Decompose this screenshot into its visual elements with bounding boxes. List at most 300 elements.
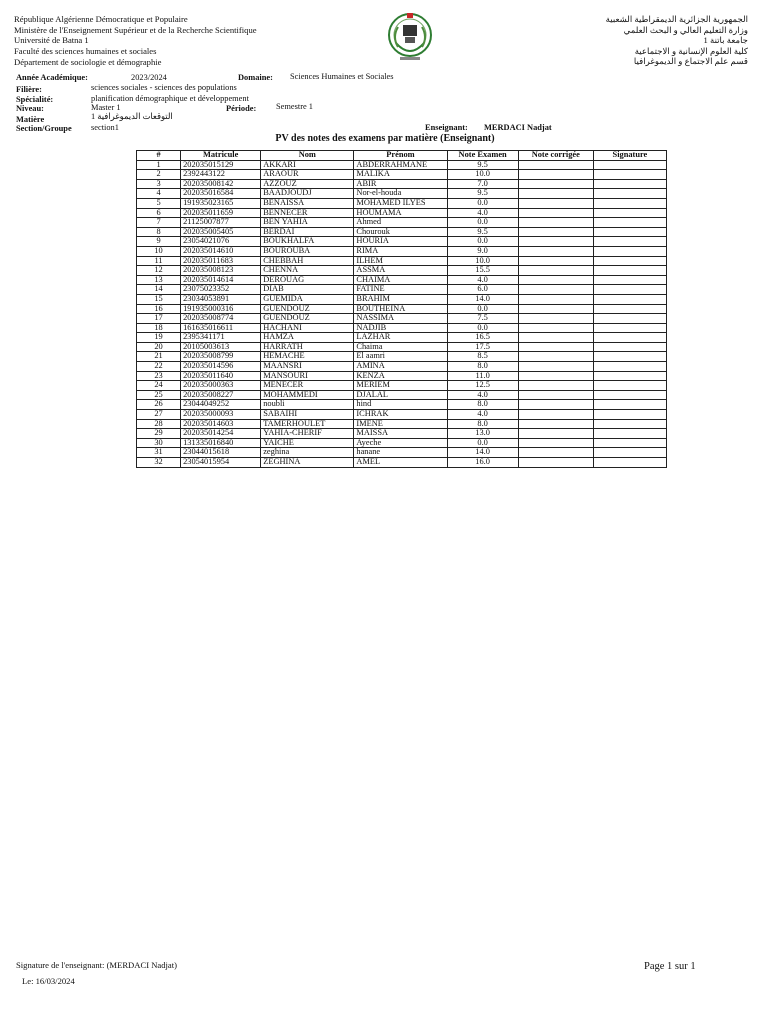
table-cell: AMINA <box>354 362 447 372</box>
table-cell: 23054021076 <box>181 237 261 247</box>
column-header: Signature <box>593 151 666 161</box>
table-cell <box>593 333 666 343</box>
section-value: section1 <box>91 123 119 132</box>
table-cell: 0.0 <box>447 304 518 314</box>
table-cell: HEMACHE <box>261 352 354 362</box>
table-cell: BOUTHEINA <box>354 304 447 314</box>
table-cell: 191935023165 <box>181 198 261 208</box>
table-cell <box>518 256 593 266</box>
table-cell: zeghina <box>261 448 354 458</box>
table-cell: LAZHAR <box>354 333 447 343</box>
table-cell: noubli <box>261 400 354 410</box>
table-cell: 29 <box>137 429 181 439</box>
table-cell: FATINE <box>354 285 447 295</box>
table-cell: 14.0 <box>447 294 518 304</box>
table-cell <box>518 362 593 372</box>
table-cell: ASSMA <box>354 266 447 276</box>
table-cell: 17 <box>137 314 181 324</box>
table-cell <box>593 371 666 381</box>
page-number: Page 1 sur 1 <box>644 961 696 972</box>
table-cell <box>518 237 593 247</box>
table-cell <box>593 285 666 295</box>
table-cell: MAANSRI <box>261 362 354 372</box>
table-cell <box>593 198 666 208</box>
date-label: Le: 16/03/2024 <box>22 976 75 986</box>
table-cell: 30 <box>137 438 181 448</box>
table-cell: 8.0 <box>447 419 518 429</box>
header-line: وزارة التعليم العالي و البحث العلمي <box>623 24 748 35</box>
table-row <box>137 448 667 458</box>
table-cell <box>518 429 593 439</box>
table-cell: TAMERHOULET <box>261 419 354 429</box>
table-cell: HACHANI <box>261 323 354 333</box>
table-cell <box>518 160 593 170</box>
table-cell: 10.0 <box>447 256 518 266</box>
table-row <box>137 371 667 381</box>
header-line: جامعة باتنة 1 <box>703 35 748 46</box>
table-cell: 8.5 <box>447 352 518 362</box>
table-cell: BOUKHALFA <box>261 237 354 247</box>
table-cell <box>593 237 666 247</box>
header-line: Université de Batna 1 <box>14 35 89 46</box>
column-header: Prénom <box>354 151 447 161</box>
university-seal-icon <box>386 7 434 65</box>
table-cell <box>518 304 593 314</box>
table-cell <box>593 227 666 237</box>
table-cell: 9 <box>137 237 181 247</box>
table-cell: 9.5 <box>447 227 518 237</box>
table-cell: BENAISSA <box>261 198 354 208</box>
table-cell: 8.0 <box>447 400 518 410</box>
table-cell: HOUMAMA <box>354 208 447 218</box>
table-cell <box>518 285 593 295</box>
table-cell: MOHAMED ILYES <box>354 198 447 208</box>
table-cell: 9.5 <box>447 160 518 170</box>
enseignant-label: Enseignant: <box>425 123 468 132</box>
table-row <box>137 419 667 429</box>
table-cell: MALIKA <box>354 170 447 180</box>
table-cell <box>518 381 593 391</box>
table-row <box>137 275 667 285</box>
table-cell: Chourouk <box>354 227 447 237</box>
table-row <box>137 237 667 247</box>
table-cell: 191935000316 <box>181 304 261 314</box>
table-cell: HARRATH <box>261 342 354 352</box>
table-cell: MERIEM <box>354 381 447 391</box>
table-cell: 21125007877 <box>181 218 261 228</box>
table-cell: 6.0 <box>447 285 518 295</box>
table-cell: DEROUAG <box>261 275 354 285</box>
table-row <box>137 410 667 420</box>
table-cell <box>518 390 593 400</box>
table-cell: 202035011659 <box>181 208 261 218</box>
table-cell <box>593 160 666 170</box>
enseignant-value: MERDACI Nadjat <box>484 123 552 132</box>
table-row <box>137 390 667 400</box>
table-cell: GUENDOUZ <box>261 304 354 314</box>
table-row <box>137 227 667 237</box>
table-cell: NASSIMA <box>354 314 447 324</box>
table-cell: 1 <box>137 160 181 170</box>
table-cell: IMENE <box>354 419 447 429</box>
column-header: Note Examen <box>447 151 518 161</box>
table-cell: GUEMIDA <box>261 294 354 304</box>
table-row <box>137 323 667 333</box>
table-cell: 202035014610 <box>181 246 261 256</box>
header-line: الجمهورية الجزائرية الديمقراطية الشعبية <box>605 14 748 24</box>
table-cell <box>593 275 666 285</box>
table-cell: BERDAI <box>261 227 354 237</box>
table-row <box>137 256 667 266</box>
table-cell <box>518 314 593 324</box>
table-cell: GUENDOUZ <box>261 314 354 324</box>
table-cell <box>518 323 593 333</box>
table-cell: 11.0 <box>447 371 518 381</box>
table-cell: 9.5 <box>447 189 518 199</box>
table-cell <box>593 294 666 304</box>
table-row <box>137 170 667 180</box>
table-cell: DJALAL <box>354 390 447 400</box>
table-cell: 26 <box>137 400 181 410</box>
table-cell: ARAOUR <box>261 170 354 180</box>
domaine-label: Domaine: <box>238 73 273 82</box>
table-cell: 5 <box>137 198 181 208</box>
table-row <box>137 333 667 343</box>
page-title: PV des notes des examens par matière (Enseignant) <box>275 133 495 144</box>
table-cell: MANSOURI <box>261 371 354 381</box>
header-right <box>606 14 748 67</box>
table-cell: 13.0 <box>447 429 518 439</box>
table-cell <box>593 448 666 458</box>
filiere-label: Filière: <box>16 85 42 94</box>
table-cell <box>593 429 666 439</box>
table-cell <box>518 342 593 352</box>
table-cell: 202035011683 <box>181 256 261 266</box>
table-cell: 23075023352 <box>181 285 261 295</box>
table-cell <box>593 400 666 410</box>
table-cell <box>593 246 666 256</box>
header-line: Ministère de l'Enseignement Supérieur et de la Recherche Scientifique <box>14 24 257 35</box>
table-cell: ABIR <box>354 179 447 189</box>
table-cell <box>593 342 666 352</box>
table-cell: MAISSA <box>354 429 447 439</box>
table-cell: 0.0 <box>447 237 518 247</box>
table-cell: BAADJOUDJ <box>261 189 354 199</box>
table-cell: 2395341171 <box>181 333 261 343</box>
matiere-value: التوقعات الديموغرافية 1 <box>91 112 173 121</box>
column-header: Matricule <box>181 151 261 161</box>
table-cell <box>518 410 593 420</box>
table-header-row <box>137 151 667 161</box>
table-cell: 11 <box>137 256 181 266</box>
table-cell: 16.5 <box>447 333 518 343</box>
table-cell <box>518 246 593 256</box>
table-cell: RIMA <box>354 246 447 256</box>
table-cell <box>518 419 593 429</box>
table-cell: AMEL <box>354 458 447 468</box>
filiere-value: sciences sociales - sciences des populations <box>91 83 237 92</box>
table-cell <box>593 170 666 180</box>
table-cell: 6 <box>137 208 181 218</box>
table-cell <box>593 189 666 199</box>
table-row <box>137 429 667 439</box>
table-cell: SABAIHI <box>261 410 354 420</box>
table-cell <box>593 419 666 429</box>
table-cell: 161635016611 <box>181 323 261 333</box>
table-cell: 14 <box>137 285 181 295</box>
table-row <box>137 304 667 314</box>
table-cell: 202035016584 <box>181 189 261 199</box>
teacher-signature-label: Signature de l'enseignant: (MERDACI Nadjat) <box>16 960 177 970</box>
table-cell: 0.0 <box>447 438 518 448</box>
table-cell: 4.0 <box>447 390 518 400</box>
table-cell: 23044049252 <box>181 400 261 410</box>
domaine-value: Sciences Humaines et Sociales <box>290 72 394 81</box>
table-cell: Nor-el-houda <box>354 189 447 199</box>
table-cell: 202035005405 <box>181 227 261 237</box>
table-cell: Ahmed <box>354 218 447 228</box>
table-cell: 0.0 <box>447 198 518 208</box>
table-cell: 4.0 <box>447 275 518 285</box>
table-row <box>137 198 667 208</box>
section-label: Section/Groupe <box>16 124 72 133</box>
table-cell: 4.0 <box>447 410 518 420</box>
table-cell: hind <box>354 400 447 410</box>
table-cell: HOURIA <box>354 237 447 247</box>
table-cell: AZZOUZ <box>261 179 354 189</box>
table-cell: 21 <box>137 352 181 362</box>
table-row <box>137 266 667 276</box>
table-cell: DIAB <box>261 285 354 295</box>
table-cell <box>518 458 593 468</box>
table-cell: 7.0 <box>447 179 518 189</box>
table-cell: 202035000363 <box>181 381 261 391</box>
table-cell <box>518 170 593 180</box>
annee-value: 2023/2024 <box>131 73 167 82</box>
table-cell: 13 <box>137 275 181 285</box>
table-cell: BENNECER <box>261 208 354 218</box>
table-cell: ICHRAK <box>354 410 447 420</box>
table-cell: 23034053891 <box>181 294 261 304</box>
specialite-value: planification démographique et développement <box>91 94 249 103</box>
table-cell: CHENNA <box>261 266 354 276</box>
table-cell: BOUROUBA <box>261 246 354 256</box>
table-cell: ABDERRAHMANE <box>354 160 447 170</box>
table-cell: 202035008142 <box>181 179 261 189</box>
table-cell <box>593 381 666 391</box>
table-cell: KENZA <box>354 371 447 381</box>
table-cell: 202035008774 <box>181 314 261 324</box>
table-cell: 9.0 <box>447 246 518 256</box>
table-row <box>137 400 667 410</box>
periode-value: Semestre 1 <box>276 102 313 111</box>
table-cell: BRAHIM <box>354 294 447 304</box>
specialite-label: Spécialité: <box>16 95 54 104</box>
table-row <box>137 314 667 324</box>
column-header: # <box>137 151 181 161</box>
table-cell: 8 <box>137 227 181 237</box>
table-cell: 7 <box>137 218 181 228</box>
table-row <box>137 342 667 352</box>
periode-label: Période: <box>226 104 257 113</box>
header-left <box>14 14 257 68</box>
table-cell <box>593 352 666 362</box>
table-cell: MENECER <box>261 381 354 391</box>
table-cell <box>593 218 666 228</box>
table-cell: 19 <box>137 333 181 343</box>
table-cell: CHAIMA <box>354 275 447 285</box>
table-cell <box>593 323 666 333</box>
table-cell <box>518 352 593 362</box>
table-cell: CHEBBAH <box>261 256 354 266</box>
table-row <box>137 458 667 468</box>
table-cell: 0.0 <box>447 323 518 333</box>
table-cell: NADJIB <box>354 323 447 333</box>
table-cell: 16 <box>137 304 181 314</box>
table-cell <box>593 390 666 400</box>
niveau-label: Niveau: <box>16 104 44 113</box>
table-cell <box>518 294 593 304</box>
table-cell: 202035014614 <box>181 275 261 285</box>
table-cell: 3 <box>137 179 181 189</box>
table-cell: 32 <box>137 458 181 468</box>
header-line: Département de sociologie et démographie <box>14 57 162 68</box>
table-cell: YAICHE <box>261 438 354 448</box>
table-cell: YAHIA-CHERIF <box>261 429 354 439</box>
table-cell: 202035000093 <box>181 410 261 420</box>
table-cell: 15.5 <box>447 266 518 276</box>
table-cell: BEN YAHIA <box>261 218 354 228</box>
table-cell <box>518 400 593 410</box>
table-cell: 10.0 <box>447 170 518 180</box>
table-cell: El aamri <box>354 352 447 362</box>
column-header: Note corrigée <box>518 151 593 161</box>
table-row <box>137 438 667 448</box>
table-cell <box>593 208 666 218</box>
table-cell <box>593 362 666 372</box>
table-cell: MOHAMMEDI <box>261 390 354 400</box>
table-cell: 7.5 <box>447 314 518 324</box>
table-cell <box>518 438 593 448</box>
table-cell: 31 <box>137 448 181 458</box>
table-cell <box>518 333 593 343</box>
table-cell: 10 <box>137 246 181 256</box>
table-cell <box>593 314 666 324</box>
table-cell <box>518 371 593 381</box>
table-row <box>137 294 667 304</box>
table-cell: 16.0 <box>447 458 518 468</box>
table-cell: 202035015129 <box>181 160 261 170</box>
table-cell: 4.0 <box>447 208 518 218</box>
table-cell: 20 <box>137 342 181 352</box>
header-line: Faculté des sciences humaines et sociales <box>14 45 157 56</box>
table-cell: 0.0 <box>447 218 518 228</box>
table-cell: 202035014603 <box>181 419 261 429</box>
table-cell <box>518 179 593 189</box>
table-cell: ZEGHINA <box>261 458 354 468</box>
table-row <box>137 189 667 199</box>
table-cell: 15 <box>137 294 181 304</box>
annee-label: Année Académique: <box>16 73 88 82</box>
table-cell <box>593 256 666 266</box>
table-cell: 24 <box>137 381 181 391</box>
table-cell: Ayeche <box>354 438 447 448</box>
grades-table <box>136 150 667 468</box>
header-line: كلية العلوم الإنسانية و الاجتماعية <box>634 45 748 56</box>
table-cell <box>518 227 593 237</box>
table-cell: 27 <box>137 410 181 420</box>
table-cell: 22 <box>137 362 181 372</box>
table-cell: AKKARI <box>261 160 354 170</box>
table-cell: 131335016840 <box>181 438 261 448</box>
table-row <box>137 246 667 256</box>
table-cell: 20105003613 <box>181 342 261 352</box>
table-cell <box>593 304 666 314</box>
table-cell <box>518 208 593 218</box>
table-row <box>137 352 667 362</box>
header-line: قسم علم الاجتماع و الديموغرافيا <box>633 56 748 67</box>
header-line: République Algérienne Démocratique et Populaire <box>14 14 188 24</box>
table-cell: 2 <box>137 170 181 180</box>
table-cell: hanane <box>354 448 447 458</box>
table-cell: 14.0 <box>447 448 518 458</box>
table-row <box>137 362 667 372</box>
table-cell <box>518 189 593 199</box>
table-cell: 23044015618 <box>181 448 261 458</box>
column-header: Nom <box>261 151 354 161</box>
table-cell <box>593 410 666 420</box>
table-cell: 2392443122 <box>181 170 261 180</box>
table-cell: 202035014254 <box>181 429 261 439</box>
table-cell: 202035008123 <box>181 266 261 276</box>
table-cell <box>518 275 593 285</box>
table-cell: 23054015954 <box>181 458 261 468</box>
table-cell: 23 <box>137 371 181 381</box>
table-cell: Chaima <box>354 342 447 352</box>
table-cell: 202035011640 <box>181 371 261 381</box>
table-cell: 4 <box>137 189 181 199</box>
table-row <box>137 381 667 391</box>
table-row <box>137 160 667 170</box>
table-cell: 202035014596 <box>181 362 261 372</box>
table-cell <box>593 179 666 189</box>
table-cell <box>518 198 593 208</box>
table-cell <box>593 458 666 468</box>
table-row <box>137 285 667 295</box>
table-cell: 12.5 <box>447 381 518 391</box>
matiere-label: Matière <box>16 115 45 124</box>
table-cell <box>593 438 666 448</box>
table-cell <box>518 218 593 228</box>
table-cell: 202035008227 <box>181 390 261 400</box>
table-row <box>137 218 667 228</box>
table-cell: 8.0 <box>447 362 518 372</box>
table-cell: 28 <box>137 419 181 429</box>
table-cell: 17.5 <box>447 342 518 352</box>
table-cell: 202035008799 <box>181 352 261 362</box>
niveau-value: Master 1 <box>91 103 121 112</box>
table-cell <box>593 266 666 276</box>
table-cell <box>518 448 593 458</box>
table-cell: 12 <box>137 266 181 276</box>
table-cell <box>518 266 593 276</box>
table-cell: HAMZA <box>261 333 354 343</box>
table-cell: ILHEM <box>354 256 447 266</box>
table-cell: 18 <box>137 323 181 333</box>
table-row <box>137 208 667 218</box>
table-row <box>137 179 667 189</box>
table-cell: 25 <box>137 390 181 400</box>
